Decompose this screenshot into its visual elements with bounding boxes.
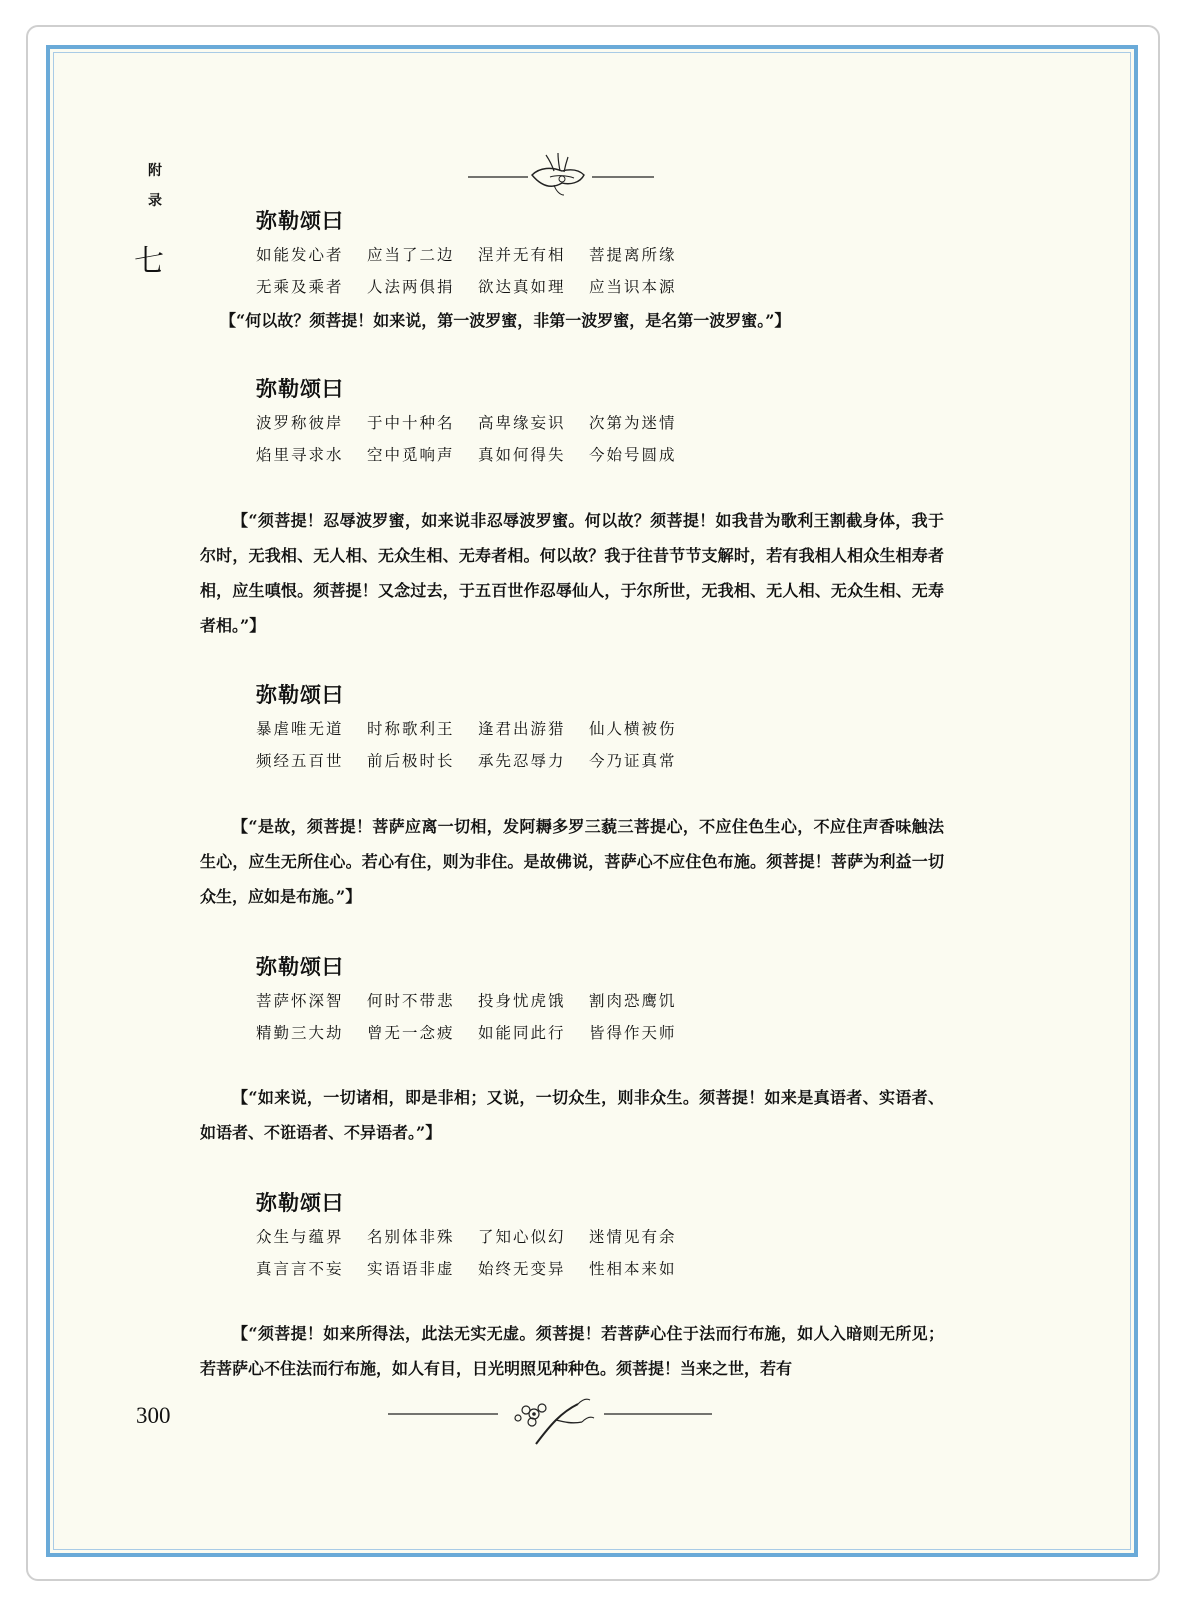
verse-phrase: 今乃证真常 (589, 752, 677, 770)
sutra-quote (200, 1316, 944, 1386)
verse-phrase: 应当识本源 (589, 278, 677, 296)
verse-phrase: 时称歌利王 (367, 720, 455, 738)
verse-phrase: 投身忧虎饿 (478, 992, 566, 1010)
verse-phrase: 菩提离所缘 (589, 246, 677, 264)
verse-phrase: 真如何得失 (478, 446, 566, 464)
verse-line (256, 1257, 700, 1279)
verse-phrase: 何时不带悲 (367, 992, 455, 1010)
verse-line (256, 243, 700, 265)
sutra-quote (200, 503, 944, 643)
verse-line (256, 989, 700, 1011)
verse-phrase: 了知心似幻 (478, 1228, 566, 1246)
verse-phrase: 曾无一念疲 (367, 1024, 455, 1042)
verse-phrase: 如能同此行 (478, 1024, 566, 1042)
verse-phrase: 欲达真如理 (478, 278, 566, 296)
verse-phrase: 皆得作天师 (589, 1024, 677, 1042)
verse-phrase: 仙人横被伤 (589, 720, 677, 738)
verse-phrase: 众生与蕴界 (256, 1228, 344, 1246)
verse-phrase: 无乘及乘者 (256, 278, 344, 296)
verse-phrase: 精勤三大劫 (256, 1024, 344, 1042)
verse-phrase: 承先忍辱力 (478, 752, 566, 770)
verse-phrase: 迷情见有余 (589, 1228, 677, 1246)
verse-line (256, 411, 700, 433)
appendix-side-label (148, 156, 164, 216)
section-heading: 弥勒颂曰 (256, 683, 344, 707)
verse-line (256, 443, 700, 465)
quote-text: 【“何以故？须菩提！如来说，第一波罗蜜，非第一波罗蜜，是名第一波罗蜜。”】 (220, 311, 791, 330)
verse-phrase: 涅并无有相 (478, 246, 566, 264)
verse-phrase: 波罗称彼岸 (256, 414, 344, 432)
flower-branch-ornament-icon (386, 1392, 716, 1450)
hand-ornament-icon (466, 145, 656, 201)
verse-phrase: 次第为迷情 (589, 414, 677, 432)
verse-phrase: 高卑缘妄识 (478, 414, 566, 432)
section-heading: 弥勒颂曰 (256, 209, 344, 233)
verse-phrase: 人法两俱捐 (367, 278, 455, 296)
verse-phrase: 菩萨怀深智 (256, 992, 344, 1010)
verse-line (256, 1225, 700, 1247)
verse-phrase: 暴虐唯无道 (256, 720, 344, 738)
verse-line (256, 717, 700, 739)
verse-phrase: 于中十种名 (367, 414, 455, 432)
verse-phrase: 前后极时长 (367, 752, 455, 770)
page-number: 300 (136, 1403, 171, 1428)
verse-phrase: 如能发心者 (256, 246, 344, 264)
chapter-number: 七 (134, 244, 164, 279)
quote-text: 【“是故，须菩提！菩萨应离一切相，发阿耨多罗三藐三菩提心，不应住色生心，不应住声香味触法生心，应生无所住心。若心有住，则为非住。是故佛说，菩萨心不应住色布施。须菩提！菩萨为利益一切众生，应如是布施。”】 (200, 817, 944, 906)
verse-phrase: 割肉恐鹰饥 (589, 992, 677, 1010)
verse-phrase: 空中觅响声 (367, 446, 455, 464)
verse-phrase: 应当了二边 (367, 246, 455, 264)
verse-phrase: 性相本来如 (589, 1260, 677, 1278)
verse-phrase: 逢君出游猎 (478, 720, 566, 738)
sutra-quote (220, 303, 910, 338)
section-heading: 弥勒颂曰 (256, 955, 344, 979)
verse-phrase: 实语语非虚 (367, 1260, 455, 1278)
verse-line (256, 1021, 700, 1043)
side-label-char: 附 (148, 163, 162, 179)
verse-phrase: 焰里寻求水 (256, 446, 344, 464)
quote-text: 【“如来说，一切诸相，即是非相；又说，一切众生，则非众生。须菩提！如来是真语者、实语者、如语者、不诳语者、不异语者。”】 (200, 1088, 944, 1142)
quote-text: 【“须菩提！如来所得法，此法无实无虚。须菩提！若菩萨心住于法而行布施，如人入暗则无所见；若菩萨心不住法而行布施，如人有目，日光明照见种种色。须菩提！当来之世，若有 (200, 1324, 944, 1378)
verse-phrase: 始终无变异 (478, 1260, 566, 1278)
section-heading: 弥勒颂曰 (256, 1191, 344, 1215)
verse-phrase: 名别体非殊 (367, 1228, 455, 1246)
section-heading: 弥勒颂曰 (256, 377, 344, 401)
verse-phrase: 真言言不妄 (256, 1260, 344, 1278)
verse-line (256, 749, 700, 771)
quote-text: 【“须菩提！忍辱波罗蜜，如来说非忍辱波罗蜜。何以故？须菩提！如我昔为歌利王割截身体，我于尔时，无我相、无人相、无众生相、无寿者相。何以故？我于往昔节节支解时，若有我相人相众生相寿者相，应生嗔恨。须菩提！又念过去，于五百世作忍辱仙人，于尔所世，无我相、无人相、无众生相、无寿者相。”】 (200, 511, 944, 635)
sutra-quote (200, 1080, 944, 1150)
side-label-char: 录 (148, 193, 162, 209)
verse-phrase: 频经五百世 (256, 752, 344, 770)
verse-line (256, 275, 700, 297)
verse-phrase: 今始号圆成 (589, 446, 677, 464)
sutra-quote (200, 809, 944, 914)
